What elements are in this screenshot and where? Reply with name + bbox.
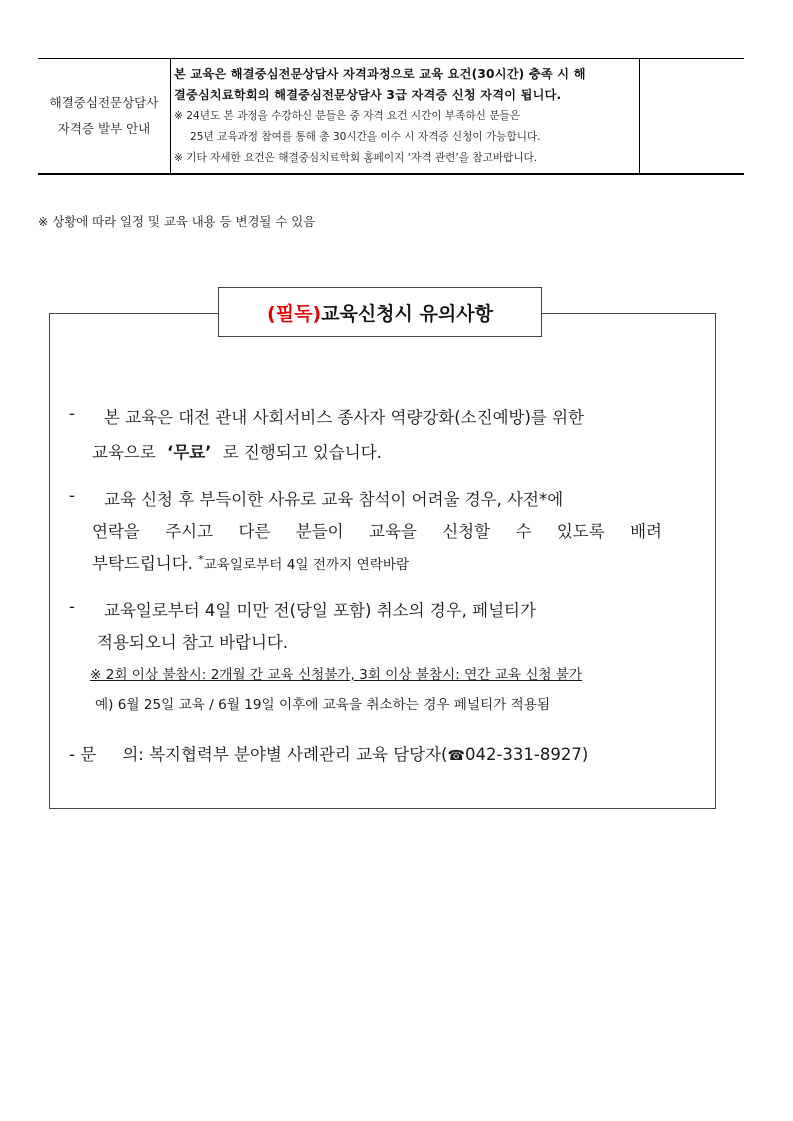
item2-word: 교육을 (369, 522, 417, 541)
item2-line3-footnote: 교육일로부터 4일 전까지 연락바람 (203, 557, 410, 573)
notice-title (218, 287, 542, 337)
contact-label: - 문 의: 복지협력부 분야별 사례관리 교육 담당자( (69, 745, 448, 764)
item2-word: 주시고 (165, 522, 214, 541)
item2-word: 수 (515, 522, 532, 541)
item1-line2-post: 로 진행되고 있습니다. (222, 443, 382, 462)
item2-word: 있도록 (556, 522, 605, 541)
empty-cell (640, 59, 745, 175)
certificate-info-row (38, 59, 744, 175)
item2-word: 연락을 (92, 522, 140, 541)
item2-line3 (92, 550, 409, 574)
contact-close: ) (581, 745, 589, 764)
bullet-dash: - (69, 486, 75, 505)
item2-line3-pre: 부탁드립니다. (92, 554, 193, 573)
penalty-rule-note: ※ 2회 이상 불참시: 2개월 간 교육 신청불가, 3회 이상 불참시: 연간 교육 신청 불가 (90, 667, 583, 683)
item2-line2 (92, 518, 662, 542)
certificate-bold-line1: 본 교육은 해결중심전문상담사 자격과정으로 교육 요건(30시간) 충족 시 해 (174, 67, 586, 81)
certificate-label-cell (38, 59, 171, 175)
item3-line1: 교육일로부터 4일 미만 전(당일 포함) 취소의 경우, 페널티가 (104, 601, 536, 620)
item1-line1: 본 교육은 대전 관내 사회서비스 종사자 역량강화(소진예방)를 위한 (104, 408, 584, 427)
certificate-label-line2: 자격증 발부 안내 (57, 121, 151, 136)
certificate-note1-line1: ※ 24년도 본 과정을 수강하신 분들은 중 자격 요건 시간이 부족하신 분들은 (174, 110, 520, 122)
footnote-star: * (198, 553, 204, 566)
item2-word: 배려 (630, 522, 662, 541)
notice-title-required: (필독) (267, 302, 322, 325)
certificate-note2: ※ 기타 자세한 요건은 해결중심치료학회 홈페이지 ‘자격 관련’을 참고바랍니다. (174, 152, 538, 164)
item1-line2-pre: 교육으로 (92, 443, 156, 462)
item2-word: 분들이 (295, 522, 344, 541)
contact-line (69, 741, 588, 765)
notice-title-text: 교육신청시 유의사항 (321, 302, 493, 325)
certificate-bold-line2: 결중심치료학회의 해결중심전문상담사 3급 자격증 신청 자격이 됩니다. (174, 88, 562, 102)
certificate-note1-line2: 25년 교육과정 참여를 통해 총 30시간을 이수 시 자격증 신청이 가능합니다. (190, 131, 541, 143)
phone-icon: ☎ (447, 748, 465, 764)
bullet-dash: - (69, 404, 75, 423)
item2-line1: 교육 신청 후 부득이한 사유로 교육 참석이 어려울 경우, 사전*에 (104, 490, 564, 509)
contact-phone: 042-331-8927 (464, 745, 582, 764)
penalty-example: 예) 6월 25일 교육 / 6월 19일 이후에 교육을 취소하는 경우 페널티가 적용됨 (95, 697, 551, 713)
bullet-dash: - (69, 597, 75, 616)
item2-word: 다른 (238, 522, 271, 541)
certificate-label-line1: 해결중심전문상담사 (49, 95, 159, 110)
item1-line2 (92, 439, 382, 463)
item3-line2: 적용되오니 참고 바랍니다. (97, 633, 289, 652)
certificate-body-cell (171, 59, 640, 175)
item2-word: 신청할 (442, 522, 491, 541)
schedule-change-note: ※ 상황에 따라 일정 및 교육 내용 등 변경될 수 있음 (38, 214, 316, 229)
free-highlight: ‘무료’ (167, 443, 212, 462)
certificate-info-table (38, 58, 744, 175)
